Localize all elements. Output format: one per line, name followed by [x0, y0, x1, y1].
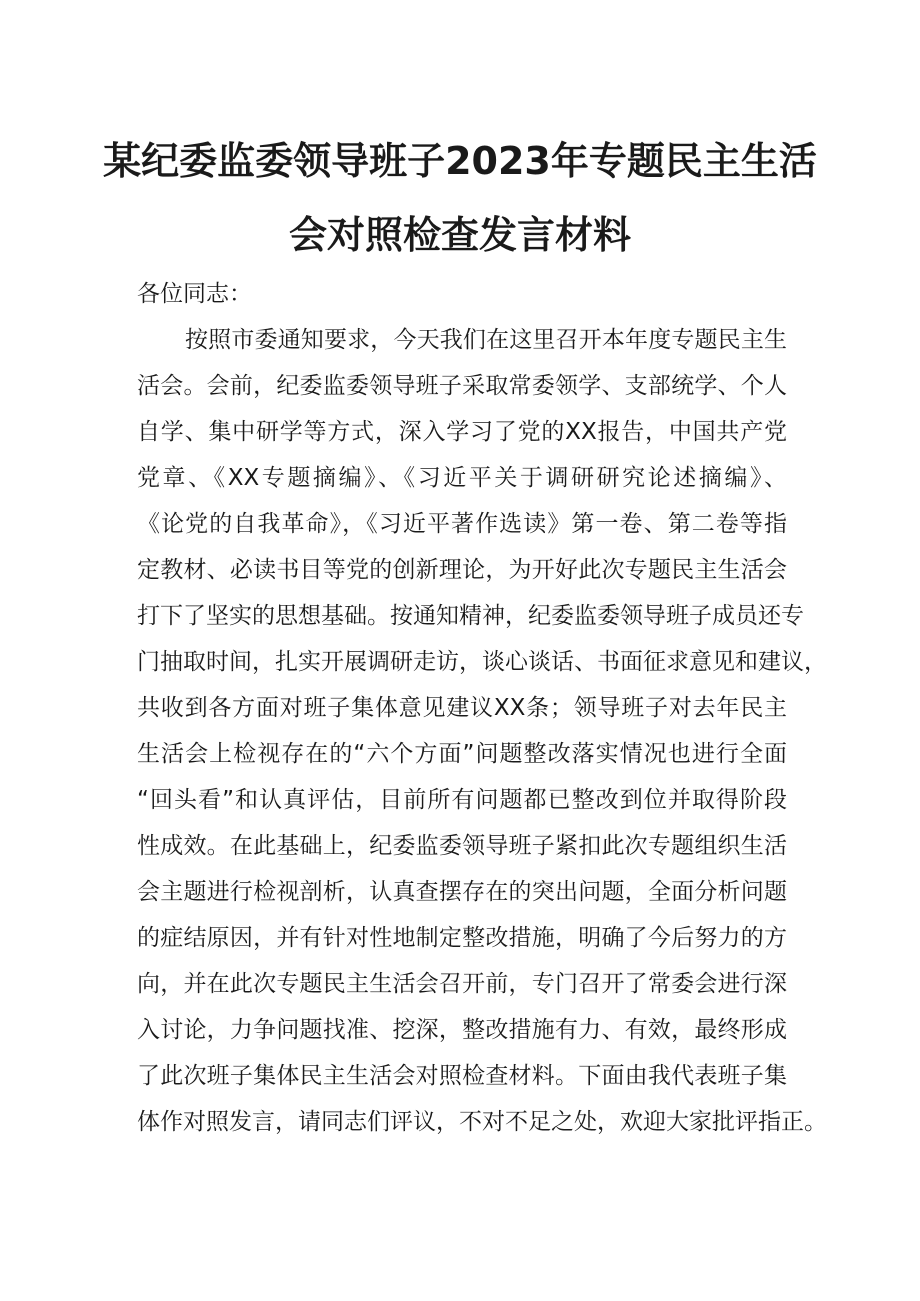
- body-line: 生活会上检视存在的“六个方面”问题整改落实情况也进行全面: [137, 741, 787, 767]
- body-line: 打下了坚实的思想基础。按通知精神，纪委监委领导班子成员还专: [137, 603, 804, 629]
- body-line: 共收到各方面对班子集体意见建议XX条；领导班子对去年民主: [137, 695, 787, 721]
- body-line: 了此次班子集体民主生活会对照检查材料。下面由我代表班子集: [137, 1063, 787, 1089]
- body-line: 向，并在此次专题民主生活会召开前，专门召开了常委会进行深: [137, 971, 787, 997]
- body-line: “回头看”和认真评估，目前所有问题都已整改到位并取得阶段: [137, 787, 787, 813]
- body-line: 《论党的自我革命》，《习近平著作选读》第一卷、第二卷等指: [137, 511, 787, 537]
- body-line: 门抽取时间，扎实开展调研走访，谈心谈话、书面征求意见和建议，: [137, 649, 827, 675]
- body-line: 活会。会前，纪委监委领导班子采取常委领学、支部统学、个人: [137, 373, 787, 399]
- body-line: 的症结原因，并有针对性地制定整改措施，明确了今后努力的方: [137, 925, 787, 951]
- body-line: 按照市委通知要求，今天我们在这里召开本年度专题民主生: [185, 327, 787, 353]
- body-line: 党章、《XX专题摘编》、《习近平关于调研研究论述摘编》、: [137, 465, 787, 491]
- body-line: 入讨论，力争问题找准、挖深，整改措施有力、有效，最终形成: [137, 1017, 787, 1043]
- document-title-line-1: 某纪委监委领导班子2023年专题民主生活: [103, 139, 817, 183]
- body-line: 自学、集中研学等方式，深入学习了党的XX报告，中国共产党: [137, 419, 787, 445]
- salutation: 各位同志：: [137, 281, 252, 307]
- body-line: 定教材、必读书目等党的创新理论，为开好此次专题民主生活会: [137, 557, 787, 583]
- body-line: 性成效。在此基础上，纪委监委领导班子紧扣此次专题组织生活: [137, 833, 787, 859]
- body-line: 体作对照发言，请同志们评议，不对不足之处，欢迎大家批评指正。: [137, 1109, 827, 1135]
- document-title-line-2: 会对照检查发言材料: [288, 213, 631, 257]
- body-line: 会主题进行检视剖析，认真查摆存在的突出问题，全面分析问题: [137, 879, 787, 905]
